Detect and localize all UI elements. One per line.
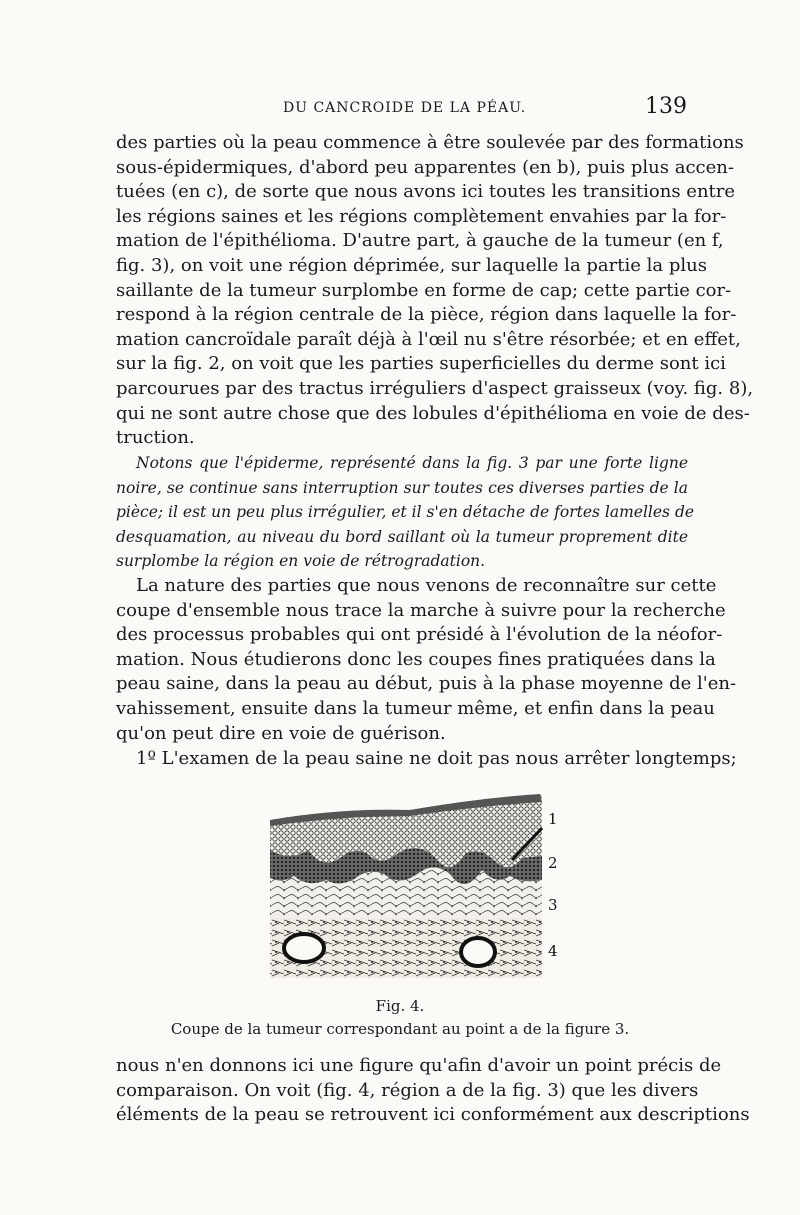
text-line: des processus probables qui ont présidé à l'évolution de la néofor- [116,624,723,646]
text-line: surplombe la région en voie de rétrogradation. [116,552,486,571]
paragraph-5 [116,1054,750,1128]
text-line: pièce; il est un peu plus irrégulier, et il s'en détache de fortes lamelles de [116,503,695,522]
page-number: 139 [645,94,687,119]
text-line: des parties où la peau commence à être soulevée par des formations [116,132,744,153]
text-line: mation de l'épithélioma. D'autre part, à gauche de la tumeur (en f, [116,230,724,252]
text-line: parcourues par des tractus irréguliers d'aspect graisseux (voy. fig. 8), [116,377,754,399]
text-line: les régions saines et les régions complètement envahies par la for- [116,205,727,227]
text-line: comparaison. On voit (fig. 4, région a de la fig. 3) que les divers [116,1079,699,1101]
text-line: sous-épidermiques, d'abord peu apparentes (en b), puis plus accen- [116,156,734,178]
figure-title: Fig. 4. [375,997,425,1015]
running-title: DU CANCROIDE DE LA PÉAU. [283,100,527,116]
running-header [0,94,800,128]
figure-label-4: 4 [548,942,558,960]
figure-caption: Coupe de la tumeur correspondant au point a de la figure 3. [170,1020,630,1038]
paragraph-2-italic-note [116,451,695,574]
text-line: fig. 3), on voit une région déprimée, sur laquelle la partie la plus [116,254,707,276]
figure-label-3: 3 [548,896,558,914]
text-line: mation. Nous étudierons donc les coupes fines pratiquées dans la [116,648,716,670]
text-line: desquamation, au niveau du bord saillant où la tumeur proprement dite [116,527,688,546]
vessel-right [461,938,495,966]
text-line: Notons que l'épiderme, représenté dans la fig. 3 par une forte ligne [136,454,688,472]
text-line: peau saine, dans la peau au début, puis à la phase moyenne de l'en- [116,673,737,695]
text-line: La nature des parties que nous venons de reconnaître sur cette [136,575,717,596]
text-line: nous n'en donnons ici une figure qu'afin d'avoir un point précis de [116,1055,722,1076]
text-line: sur la fig. 2, on voit que les parties superficielles du derme sont ici [116,353,726,375]
paragraph-1 [116,131,754,451]
figure-label-1: 1 [548,810,558,828]
text-line: 1º L'examen de la peau saine ne doit pas nous arrêter longtemps; [136,748,737,769]
text-line: truction. [116,427,195,449]
text-line: qu'on peut dire en voie de guérison. [116,722,446,744]
text-line: coupe d'ensemble nous trace la marche à suivre pour la recherche [116,599,726,621]
text-line: noire, se continue sans interruption sur toutes ces diverses parties de la [116,478,688,497]
text-line: éléments de la peau se retrouvent ici conformément aux descriptions [116,1104,750,1126]
text-line: qui ne sont autre chose que des lobules d'épithélioma en voie de des- [116,402,750,424]
paragraph-3 [116,574,737,746]
histology-figure [260,788,580,988]
text-line: vahissement, ensuite dans la tumeur même, et enfin dans la peau [116,697,715,719]
vessel-left [284,934,324,962]
figure-label-2: 2 [548,854,558,872]
text-line: saillante de la tumeur surplombe en forme de cap; cette partie cor- [116,279,732,301]
text-line: respond à la région centrale de la pièce, région dans laquelle la for- [116,304,737,326]
text-line: mation cancroïdale paraît déjà à l'œil nu s'être résorbée; et en effet, [116,328,741,350]
paragraph-4 [116,747,737,772]
text-line: tuées (en c), de sorte que nous avons ici toutes les transitions entre [116,181,736,203]
